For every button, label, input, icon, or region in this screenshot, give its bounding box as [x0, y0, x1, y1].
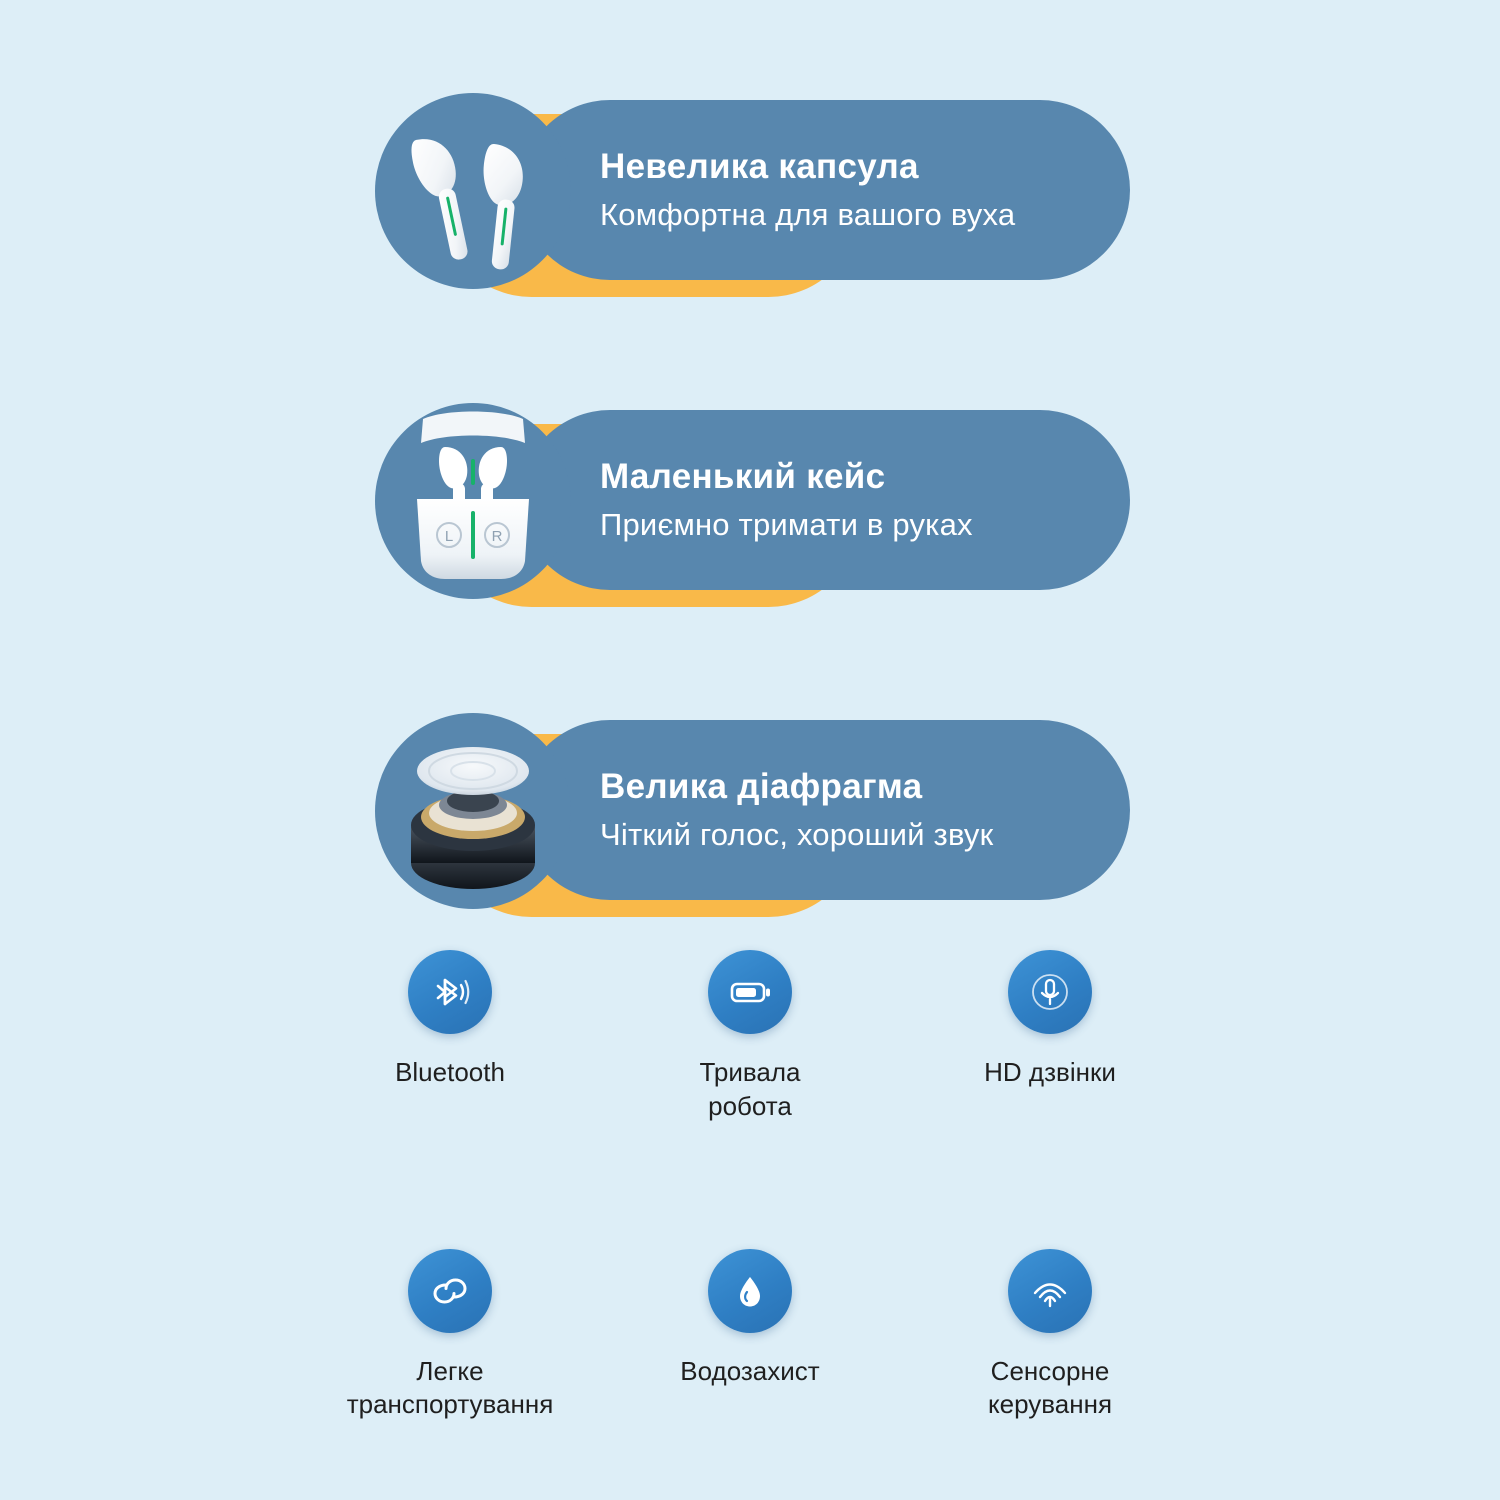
- feature-title: Велика діафрагма: [600, 767, 923, 807]
- svg-text:R: R: [491, 528, 503, 545]
- icon-cell-touch-control: [900, 1249, 1200, 1423]
- icon-label-line1: Сенсорне: [990, 1355, 1110, 1386]
- feature-icon-grid: [300, 950, 1200, 1422]
- feature-text-panel: [520, 720, 1130, 900]
- icon-label: [699, 1056, 800, 1124]
- icon-label-line1: Тривала: [699, 1057, 801, 1087]
- icon-label: Bluetooth: [395, 1057, 505, 1087]
- icon-label: Водозахист: [680, 1355, 820, 1386]
- water-drop-icon: [708, 1249, 792, 1333]
- icon-label: HD дзвінки: [984, 1057, 1116, 1087]
- microphone-icon: [1008, 950, 1092, 1034]
- feature-row: [0, 100, 1500, 310]
- icon-cell-portability: [300, 1249, 600, 1423]
- link-icon: [408, 1249, 492, 1333]
- feature-title: Маленький кейс: [600, 457, 886, 497]
- battery-icon: [708, 950, 792, 1034]
- feature-row: [0, 410, 1500, 620]
- touch-control-icon: [1008, 1249, 1092, 1333]
- earbuds-pair-photo: [375, 93, 571, 289]
- svg-text:L: L: [444, 528, 454, 545]
- charging-case-photo: [375, 403, 571, 599]
- icon-label-line2: керування: [987, 1389, 1113, 1420]
- feature-subtitle: Чіткий голос, хороший звук: [600, 816, 994, 852]
- icon-label-line2: робота: [708, 1090, 792, 1121]
- feature-text-panel: [520, 100, 1130, 280]
- feature-subtitle: Комфортна для вашого вуха: [600, 196, 1016, 232]
- feature-row: [0, 720, 1500, 930]
- icon-cell-bluetooth: [300, 950, 600, 1124]
- feature-subtitle: Приємно тримати в руках: [600, 506, 973, 542]
- icon-cell-hd-calls: [900, 950, 1200, 1124]
- icon-label-line2: транспортування: [346, 1389, 554, 1420]
- feature-title: Невелика капсула: [600, 147, 919, 187]
- feature-list: [0, 100, 1500, 1030]
- icon-label: [988, 1355, 1112, 1423]
- feature-text-panel: [520, 410, 1130, 590]
- icon-cell-waterproof: [600, 1249, 900, 1423]
- speaker-driver-photo: [375, 713, 571, 909]
- bluetooth-icon: [408, 950, 492, 1034]
- icon-label-line1: Легке: [416, 1355, 484, 1386]
- icon-label: [347, 1355, 554, 1423]
- icon-cell-battery: [600, 950, 900, 1124]
